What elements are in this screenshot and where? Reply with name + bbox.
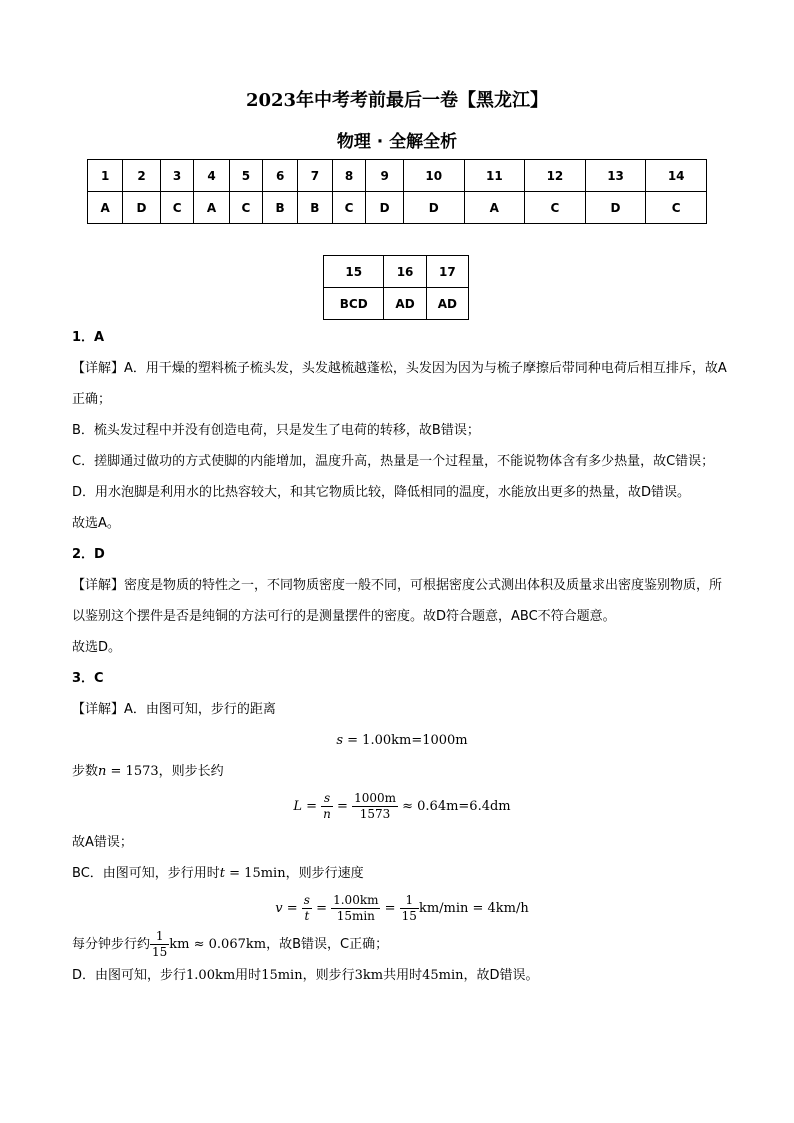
d-mid-3: 共用时 [383,968,423,983]
steps-post: ，则步长约 [158,764,224,779]
question-number-cell: 4 [194,160,229,192]
d-mid-2: ，则步行 [302,968,355,983]
q3-d-line [72,960,732,991]
frac-den: 15 [152,945,168,959]
question-number-cell: 11 [464,160,525,192]
fraction-1-over-15 [400,893,419,924]
question-number-cell: 7 [298,160,333,192]
answer-cell: C [160,192,194,224]
frac-den: 15min [336,909,375,923]
answer-cell: A [88,192,123,224]
answer-cell: C [229,192,263,224]
q3-per-minute-line [72,929,732,960]
time-value: = 15min [225,866,286,881]
question-number-cell: 8 [332,160,366,192]
q1-conclusion: 故选A。 [72,516,120,531]
per-min-pre: 每分钟步行约 [72,937,151,952]
q3-heading: 3．C [72,671,104,686]
fraction-s-over-n [321,791,333,822]
frac-num: 1000m [354,791,396,805]
answer-cell: D [123,192,161,224]
q1-option-b: B．梳头发过程中并没有创造电荷，只是发生了电荷的转移，故B错误； [72,423,480,438]
answer-cell: AD [384,288,426,320]
answer-table-1 [87,159,707,224]
question-number-cell: 12 [525,160,586,192]
speed-result: km/min = 4km/h [418,901,529,916]
frac-den: 1573 [359,807,391,821]
distance-value: = 1.00km=1000m [343,733,468,748]
frac-num: s [303,893,310,907]
q3-steps-line [72,756,732,787]
q3-bc-line [72,858,732,889]
page-subtitle: 物理 · 全解全析 [336,132,458,152]
answer-cell: C [332,192,366,224]
d-time-1: 15min [261,968,303,983]
fraction-1km-over-15min [331,893,380,924]
q1-option-d: D．用水泡脚是利用水的比热容较大，和其它物质比较，降低相同的温度，水能放出更多的热量，故D错误。 [72,485,691,500]
var-v: v [275,901,283,916]
d-distance-1: 1.00km [186,968,236,983]
question-number-cell: 1 [88,160,123,192]
answer-cell: D [366,192,404,224]
solutions-content [72,322,732,991]
q1-option-a: 【详解】A．用干燥的塑料梳子梳头发，头发越梳越蓬松，头发因为因为与梳子摩擦后带同种电荷后相互排斥，故A正确； [72,361,727,407]
answer-cell: A [194,192,229,224]
frac-den: t [304,909,310,923]
d-pre: D．由图可知，步行 [72,968,187,983]
step-length-result: ≈ 0.64m=6.4dm [397,799,511,814]
q3-formula-distance [72,725,732,756]
q2-detail: 【详解】密度是物质的特性之一，不同物质密度一般不同，可根据密度公式测出体积及质量求出密度鉴别物质，所以鉴别这个摆件是否是纯铜的方法可行的是测量摆件的密度。故D符合题意，ABC不符合题意。 [72,578,723,624]
steps-value: = 1573 [106,764,159,779]
frac-num: 1.00km [333,893,379,907]
answer-cell: B [298,192,333,224]
answer-cell: A [464,192,525,224]
d-mid-1: 用时 [235,968,262,983]
answer-table-2 [323,255,469,320]
answer-cell: C [646,192,707,224]
frac-num: 1 [400,893,419,909]
per-min-value: km ≈ 0.067km [169,937,267,952]
frac-den: n [323,807,331,821]
question-number-cell: 9 [366,160,404,192]
q2-conclusion: 故选D。 [72,640,122,655]
answer-table-2-numbers-row [324,256,469,288]
var-s: s [336,733,344,748]
page-title: 2023年中考考前最后一卷【黑龙江】 [245,90,549,111]
question-number-cell: 5 [229,160,263,192]
q3-a-intro: 【详解】A．由图可知，步行的距离 [72,702,276,717]
answer-cell: D [585,192,646,224]
answer-cell: BCD [324,288,384,320]
answer-table-1-numbers-row [88,160,707,192]
question-number-cell: 17 [426,256,468,288]
d-post: ，故D错误。 [463,968,539,983]
answer-cell: D [403,192,464,224]
d-distance-2: 3km [354,968,384,983]
answer-cell: C [525,192,586,224]
q3-formula-step-length: L = $\frac{s}{n}$ = $\frac{1000m}{1573}$ ≈ 0.64m=6.4dm [293,791,511,821]
answer-table-1-answers-row [88,192,707,224]
frac-num: 1 [150,929,169,945]
var-n: n [98,764,107,779]
bc-post: ，则步行速度 [285,866,364,881]
question-number-cell: 3 [160,160,194,192]
question-number-cell: 6 [263,160,298,192]
var-L: L [293,799,302,814]
q3-a-conclusion: 故A错误； [72,835,133,850]
fraction-1000m-over-1573 [352,791,398,822]
question-number-cell: 15 [324,256,384,288]
q1-option-c: C．搓脚通过做功的方式使脚的内能增加，温度升高，热量是一个过程量，不能说物体含有多少热量，故C错误； [72,454,715,469]
question-number-cell: 2 [123,160,161,192]
answer-cell: B [263,192,298,224]
per-min-post: ，故B错误，C正确； [266,937,389,952]
steps-pre: 步数 [72,764,99,779]
fraction-1-over-15-inline [150,929,169,960]
question-number-cell: 16 [384,256,426,288]
question-number-cell: 13 [585,160,646,192]
answer-cell: AD [426,288,468,320]
var-t: t [219,866,226,881]
d-time-2: 45min [422,968,464,983]
question-number-cell: 10 [403,160,464,192]
q3-formula-speed: v = $\frac{s}{t}$ = $\frac{1.00km}{15\min}$ = $\frac{1}{15}$ km/min = 4km/h [275,893,529,923]
question-number-cell: 14 [646,160,707,192]
frac-num: s [321,791,333,807]
frac-den: 15 [401,909,417,923]
q2-heading: 2．D [72,547,105,562]
answer-table-2-answers-row [324,288,469,320]
q1-heading: 1．A [72,330,105,345]
bc-pre: BC．由图可知，步行用时 [72,866,220,881]
fraction-s-over-t [302,893,312,924]
